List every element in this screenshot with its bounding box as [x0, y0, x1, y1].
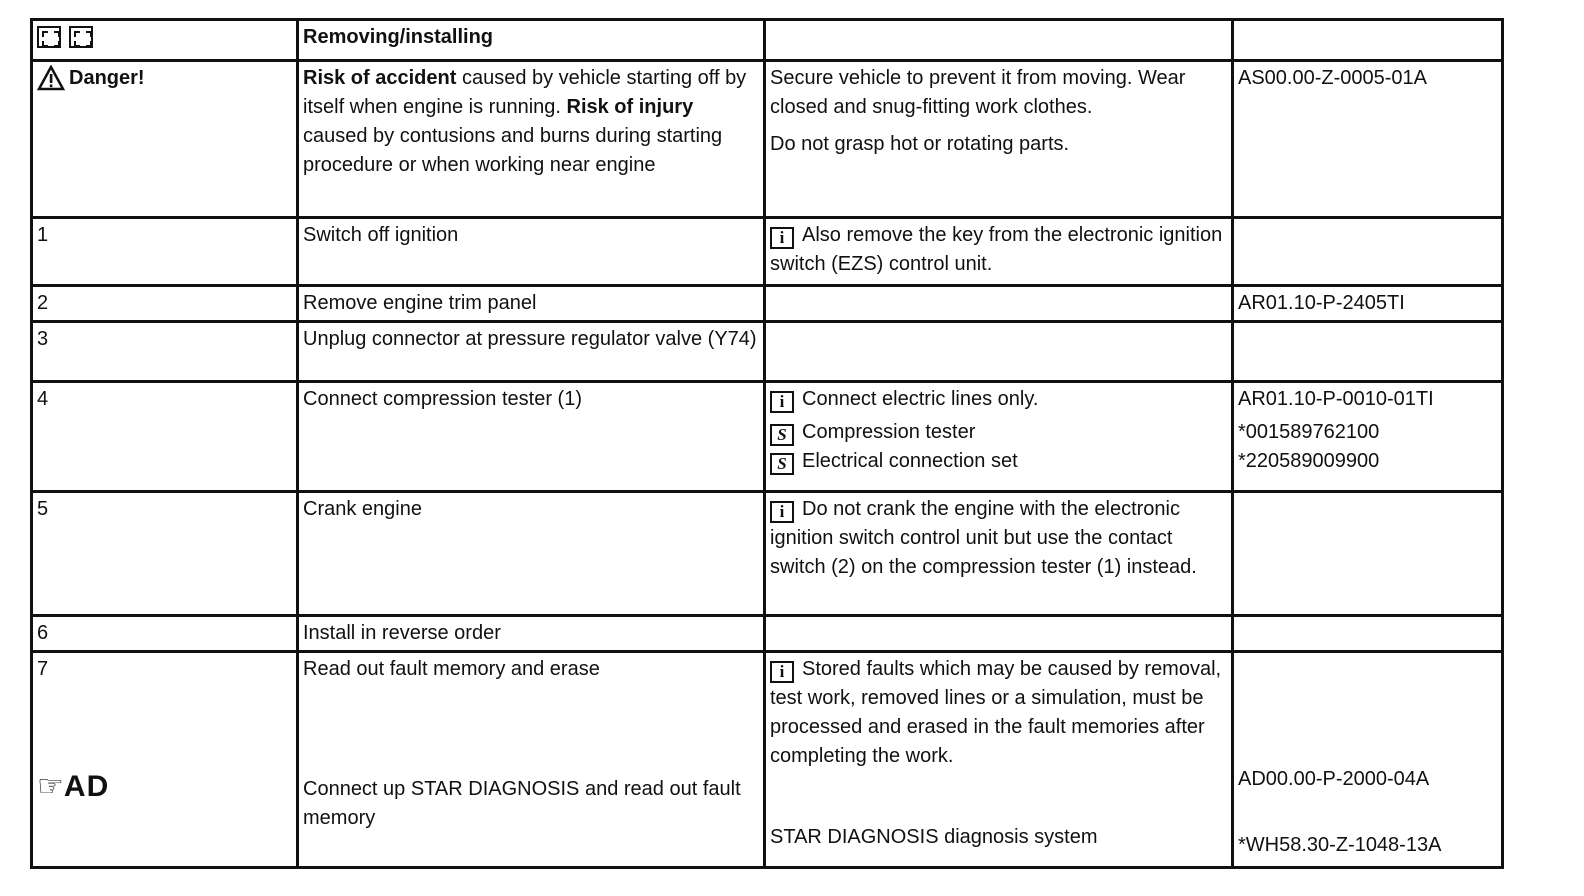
step-number: 4 [32, 382, 298, 492]
table-row [32, 492, 1503, 616]
step-number: 1 [32, 218, 298, 286]
step-action: Remove engine trim panel [298, 286, 765, 322]
info-icon: i [770, 227, 794, 249]
danger-label: Danger! [69, 67, 145, 89]
step-ref: AR01.10-P-0010-01TI *001589762100 *220589009900 [1233, 382, 1503, 492]
step-note [765, 286, 1233, 322]
step-number: 3 [32, 322, 298, 382]
step-number: 2 [32, 286, 298, 322]
step-note: i Connect electric lines only. S Compression tester S Electrical connection set [765, 382, 1233, 492]
step-number: 7 ☞AD [32, 652, 298, 868]
step-ref[interactable]: AR01.10-P-2405TI [1233, 286, 1503, 322]
step-note [765, 616, 1233, 652]
table-row [32, 382, 1503, 492]
info-icon: i [770, 501, 794, 523]
special-tool-icon: S [770, 453, 794, 475]
special-tool-icon: S [770, 424, 794, 446]
procedure-table [30, 18, 1504, 869]
danger-description: Risk of accident caused by vehicle starting off by itself when engine is running. Risk of injury caused by contusions and burns during starting procedure or when working near engine [298, 61, 765, 218]
pointing-hand-icon: ☞ [37, 770, 64, 803]
info-icon: i [770, 661, 794, 683]
danger-label-cell [32, 61, 298, 218]
step-number: 5 [32, 492, 298, 616]
step-action: Switch off ignition [298, 218, 765, 286]
header-empty-cell [765, 20, 1233, 61]
step-ref [1233, 616, 1503, 652]
step-note: i Also remove the key from the electronic ignition switch (EZS) control unit. [765, 218, 1233, 286]
collapse-icon[interactable] [69, 26, 93, 48]
table-row [32, 652, 1503, 868]
table-row [32, 322, 1503, 382]
header-title: Removing/installing [298, 20, 765, 61]
danger-row [32, 61, 1503, 218]
step-note: i Stored faults which may be caused by removal, test work, removed lines or a simulation, must be processed and erased in the fault memories after completing the work. STAR DIAGNOSIS diagnosis system [765, 652, 1233, 868]
danger-ref: AS00.00-Z-0005-01A [1233, 61, 1503, 218]
step-action: Read out fault memory and erase Connect up STAR DIAGNOSIS and read out fault memory [298, 652, 765, 868]
step-number: 6 [32, 616, 298, 652]
step-ref: AD00.00-P-2000-04A *WH58.30-Z-1048-13A [1233, 652, 1503, 868]
expand-icon[interactable] [37, 26, 61, 48]
table-row [32, 286, 1503, 322]
step-action: Unplug connector at pressure regulator valve (Y74) [298, 322, 765, 382]
danger-notes: Secure vehicle to prevent it from moving. Wear closed and snug-fitting work clothes. Do not grasp hot or rotating parts. [765, 61, 1233, 218]
step-ref [1233, 218, 1503, 286]
step-note: i Do not crank the engine with the electronic ignition switch control unit but use the contact switch (2) on the compression tester (1) instead. [765, 492, 1233, 616]
step-note [765, 322, 1233, 382]
step-action: Connect compression tester (1) [298, 382, 765, 492]
step-ref [1233, 322, 1503, 382]
step-ref [1233, 492, 1503, 616]
header-empty-cell [1233, 20, 1503, 61]
header-row [32, 20, 1503, 61]
table-row [32, 616, 1503, 652]
header-icons-cell [32, 20, 298, 61]
step-action: Install in reverse order [298, 616, 765, 652]
info-icon: i [770, 391, 794, 413]
diagnosis-marker: ☞AD [37, 770, 110, 803]
table-row [32, 218, 1503, 286]
step-action: Crank engine [298, 492, 765, 616]
